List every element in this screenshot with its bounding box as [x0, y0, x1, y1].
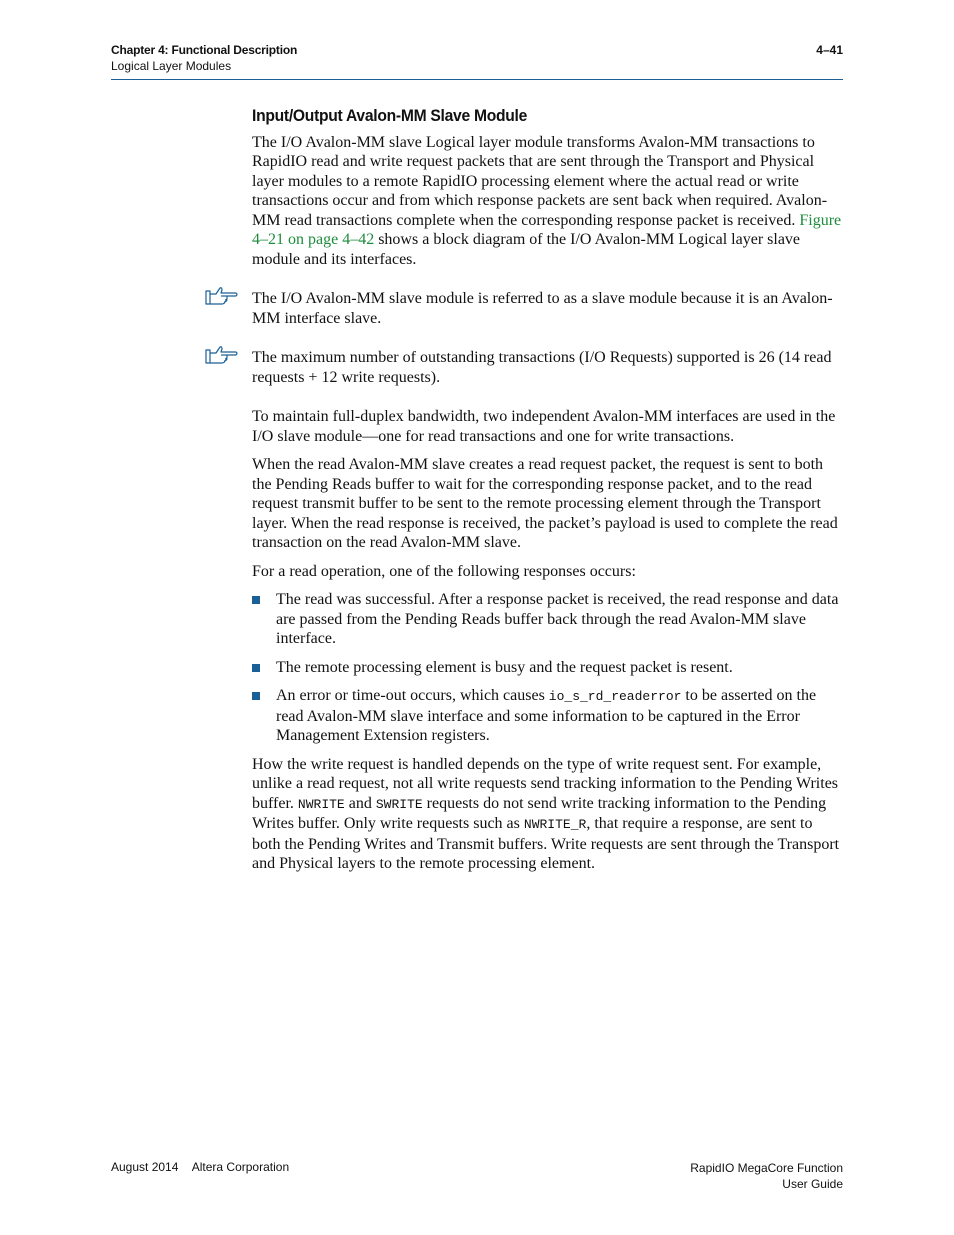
note-2: [252, 348, 842, 387]
duplex-paragraph: To maintain full-duplex bandwidth, two independent Avalon-MM interfaces are used in the I/O slave module—one for read transactions and one for write transactions.: [252, 408, 836, 445]
square-bullet-icon: [252, 664, 260, 672]
section-heading: Input/Output Avalon-MM Slave Module: [252, 106, 528, 125]
footer-left: [111, 1160, 289, 1174]
note-1: [252, 289, 842, 328]
footer-date: August 2014: [111, 1160, 179, 1174]
response-list: [252, 590, 842, 746]
code-term: NWRITE_R: [523, 817, 587, 832]
list-item: The remote processing element is busy and the request packet is resent.: [252, 658, 842, 678]
section-title: Logical Layer Modules: [111, 59, 232, 73]
figure-link[interactable]: Figure 4–21 on page 4–42: [252, 211, 842, 248]
read-operation-paragraph: For a read operation, one of the following responses occurs:: [252, 562, 636, 580]
signal-name: io_s_rd_readerror: [548, 689, 682, 704]
footer-product: RapidIO MegaCore Function: [690, 1161, 843, 1175]
square-bullet-icon: [252, 692, 260, 700]
list-item: An error or time-out occurs, which causes io_s_rd_readerror to be asserted on the read Avalon-MM slave interface and some information to be captured in the Error Management Extension registers.: [252, 686, 842, 746]
page-number: 4–41: [816, 43, 843, 57]
read-request-paragraph: When the read Avalon-MM slave creates a read request packet, the request is sent to both the Pending Reads buffer to wait for the corresponding response packet, and to the read request transmit buffer to be sent to the remote processing element through the Transport layer. When the read response is received, the packet’s payload is used to complete the read transaction on the read Avalon-MM slave.: [252, 456, 838, 551]
pointing-hand-icon: [205, 286, 239, 306]
note-text: The maximum number of outstanding transactions (I/O Requests) supported is 26 (14 read requests + 12 write requests).: [252, 349, 832, 386]
square-bullet-icon: [252, 596, 260, 604]
intro-paragraph: The I/O Avalon-MM slave Logical layer module transforms Avalon-MM transactions to RapidIO read and write request packets that are sent through the Transport and Physical layer modules to a remote RapidIO processing element where the actual read or write transactions occur and from which response packets are sent back when required. Avalon-MM read transactions complete when the corresponding response packet is received. Figure 4–21 on page 4–42 shows a block diagram of the I/O Avalon-MM Logical layer slave module and its interfaces.: [252, 133, 842, 268]
footer-doc-type: User Guide: [782, 1177, 843, 1191]
main-content: [252, 106, 842, 883]
footer-company: Altera Corporation: [191, 1160, 290, 1174]
note-text: The I/O Avalon-MM slave module is referred to as a slave module because it is an Avalon-MM interface slave.: [252, 290, 833, 327]
chapter-title: Chapter 4: Functional Description: [111, 43, 298, 57]
code-term: NWRITE: [297, 796, 345, 812]
page-header: [111, 43, 843, 80]
write-request-paragraph: How the write request is handled depends on the type of write request sent. For example, unlike a read request, not all write requests send tracking information to the Pending Writes buffer. NWRITE and SWRITE requests do not send write tracking information to the Pending Writes buffer. Only write requests such as NWRITE_R, that require a response, are sent to both the Pending Writes and Transmit buffers. Write requests are sent through the Transport and Physical layers to the remote processing element.: [252, 755, 840, 872]
footer-right: [690, 1160, 843, 1192]
code-term: SWRITE: [375, 796, 423, 812]
list-item: The read was successful. After a response packet is received, the read response and data are passed from the Pending Reads buffer back through the read Avalon-MM slave interface.: [252, 590, 842, 649]
pointing-hand-icon: [205, 345, 239, 365]
